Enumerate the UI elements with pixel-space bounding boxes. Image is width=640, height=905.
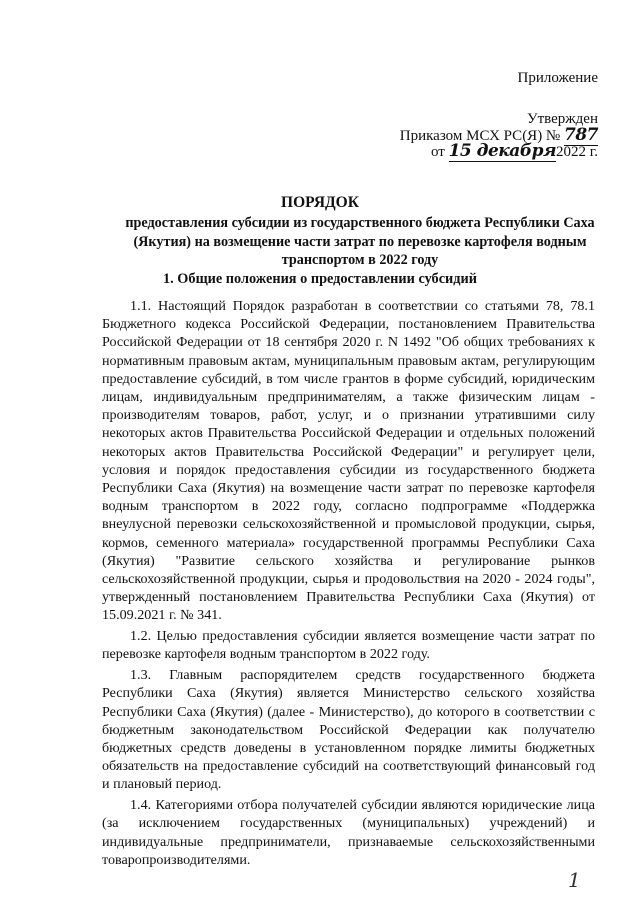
section-heading: 1. Общие положения о предоставлении субсидий (163, 271, 477, 287)
paragraph-1-2: 1.2. Целью предоставления субсидии является возмещение части затрат по перевозке картофеля водным транспортом в 2022 году. (102, 628, 595, 663)
paragraph-1-1: 1.1. Настоящий Порядок разработан в соответствии со статьями 78, 78.1 Бюджетного кодекса Российской Федерации, постановлением Правительства Российской Федерации от 18 сентября 2020 г. N 1492 "Об общих требованиях к нормативным правовым актам, муниципальным правовым актам, регулирующим предоставление субсидий, в том числе грантов в форме субсидий, юридическим лицам, индивидуальным предпринимателям, а также физическим лицам - производителям товаров, работ, услуг, и о признании утратившими силу некоторых актов Правительства Российской Федерации и отдельных положений некоторых актов Правительства Российской Федерации" и регулирует цели, условия и порядок предоставления субсидии из государственного бюджета Республики Саха (Якутия) на возмещение части затрат по перевозке картофеля водным транспортом в 2022 году, согласно подпрограмме «Поддержка внеулусной перевозки сельскохозяйственной и промысловой продукции, сырья, кормов, семенного материала» государственной программы Республики Саха (Якутия) "Развитие сельского хозяйства и регулирование рынков сельскохозяйственной продукции, сырья и продовольствия на 2020 - 2024 годы", утвержденный постановлением Правительства Республики Саха (Якутия) от 15.09.2021 г. № 341. (102, 298, 595, 624)
page-number-handwritten: 1 (568, 868, 581, 892)
paragraph-1-4: 1.4. Категориями отбора получателей субсидии являются юридические лица (за исключением государственных (муниципальных) учреждений) и индивидуальные предприниматели, признаваемые сельскохозяйственными товаропроизводителями. (102, 797, 595, 868)
date-line (431, 143, 598, 161)
document-subtitle: предоставления субсидии из государственного бюджета Республики Саха (Якутия) на возмещение части затрат по перевозке картофеля водным транспортом в 2022 году (125, 215, 595, 268)
document-body (102, 297, 595, 872)
approved-label: Утвержден (526, 111, 598, 127)
date-suffix: 2022 г. (556, 144, 598, 160)
document-title: ПОРЯДОК (281, 194, 359, 211)
date-prefix: от (430, 144, 445, 160)
order-prefix: Приказом МСХ РС(Я) № (399, 128, 561, 144)
paragraph-1-3: 1.3. Главным распорядителем средств государственного бюджета Республики Саха (Якутия) является Министерство сельского хозяйства Республики Саха (Якутия) (далее - Министерство), до которого в соответствии с бюджетным законодательством Российской Федерации как получателю бюджетных средств доведены в установленном порядке лимиты бюджетных обязательств на предоставление субсидий на соответствующий финансовый год и плановый период. (102, 667, 595, 793)
date-handwritten: 15 декабря (448, 141, 557, 161)
order-number-handwritten: 787 (564, 125, 598, 145)
appendix-label: Приложение (517, 70, 598, 86)
